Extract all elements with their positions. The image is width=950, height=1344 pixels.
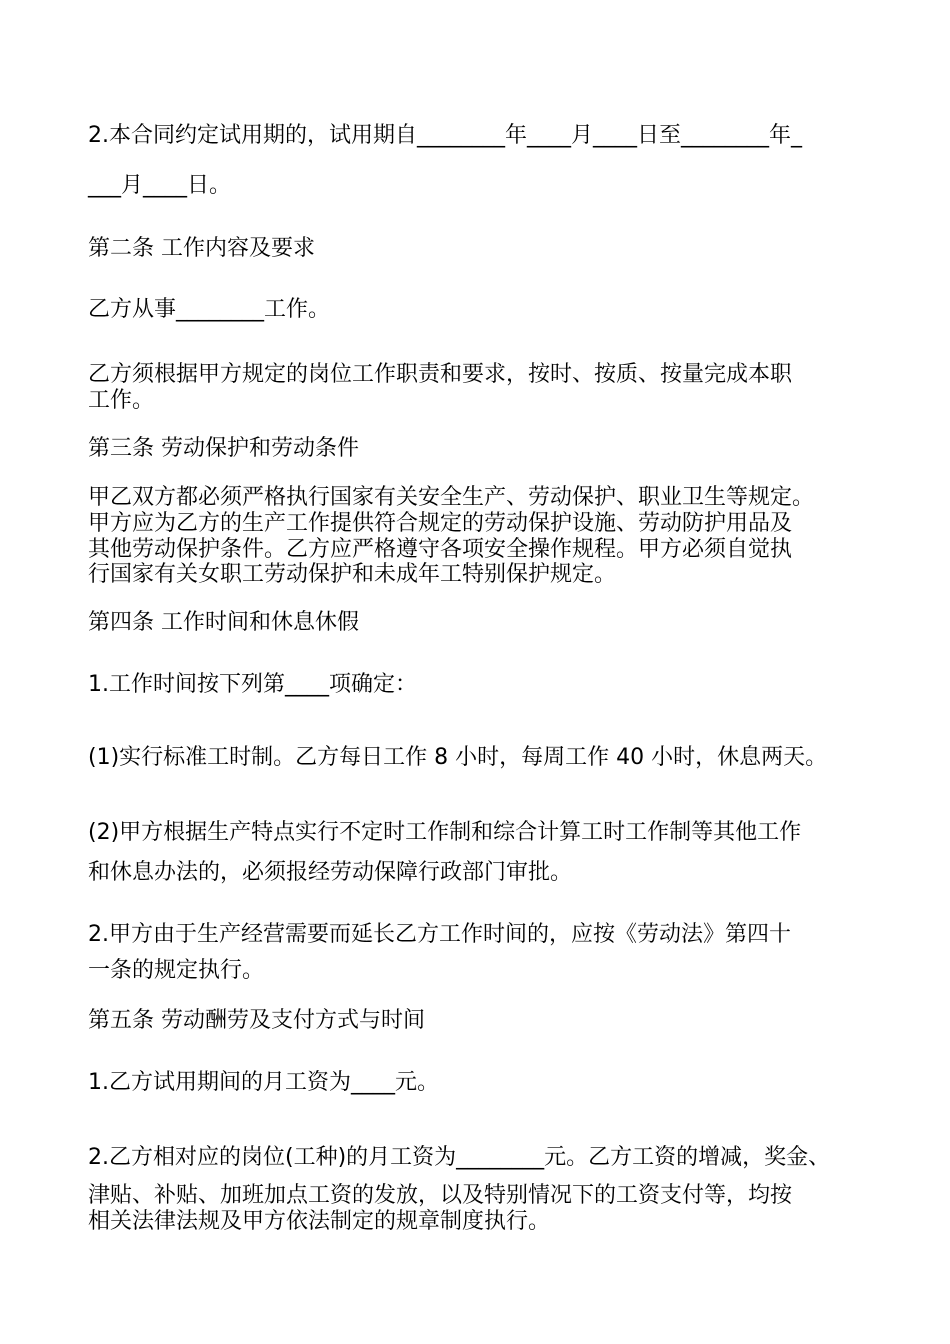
text-line: ___月____日。: [88, 173, 232, 198]
text-line: (1)实行标准工时制。乙方每日工作 8 小时，每周工作 40 小时，休息两天。: [88, 745, 828, 770]
section-heading: 第二条 工作内容及要求: [88, 236, 315, 261]
section-heading: 第三条 劳动保护和劳动条件: [88, 436, 359, 461]
text-line: 乙方须根据甲方规定的岗位工作职责和要求，按时、按质、按量完成本职: [88, 362, 793, 387]
text-line: 和休息办法的，必须报经劳动保障行政部门审批。: [88, 860, 573, 885]
text-line: 2.甲方由于生产经营需要而延长乙方工作时间的，应按《劳动法》第四十: [88, 922, 791, 947]
section-heading: 第四条 工作时间和休息休假: [88, 610, 359, 635]
text-line: 甲方应为乙方的生产工作提供符合规定的劳动保护设施、劳动防护用品及: [88, 511, 793, 536]
text-line: 行国家有关女职工劳动保护和未成年工特别保护规定。: [88, 562, 617, 587]
text-line: 其他劳动保护条件。乙方应严格遵守各项安全操作规程。甲方必须自觉执: [88, 537, 793, 562]
text-line: 工作。: [88, 388, 155, 413]
text-line: 乙方从事________工作。: [88, 297, 331, 322]
text-line: 相关法律法规及甲方依法制定的规章制度执行。: [88, 1209, 551, 1234]
text-line: 甲乙双方都必须严格执行国家有关安全生产、劳动保护、职业卫生等规定。: [88, 485, 815, 510]
text-line: 2.本合同约定试用期的，试用期自________年____月____日至________年_: [88, 123, 802, 148]
text-line: 一条的规定执行。: [88, 958, 265, 983]
text-line: 1.乙方试用期间的月工资为____元。: [88, 1070, 439, 1095]
text-line: 津贴、补贴、加班加点工资的发放，以及特别情况下的工资支付等，均按: [88, 1183, 793, 1208]
section-heading: 第五条 劳动酬劳及支付方式与时间: [88, 1008, 425, 1033]
text-line: (2)甲方根据生产特点实行不定时工作制和综合计算工时工作制等其他工作: [88, 820, 802, 845]
text-line: 2.乙方相对应的岗位(工种)的月工资为________元。乙方工资的增减，奖金、: [88, 1145, 831, 1170]
text-line: 1.工作时间按下列第____项确定：: [88, 672, 417, 697]
